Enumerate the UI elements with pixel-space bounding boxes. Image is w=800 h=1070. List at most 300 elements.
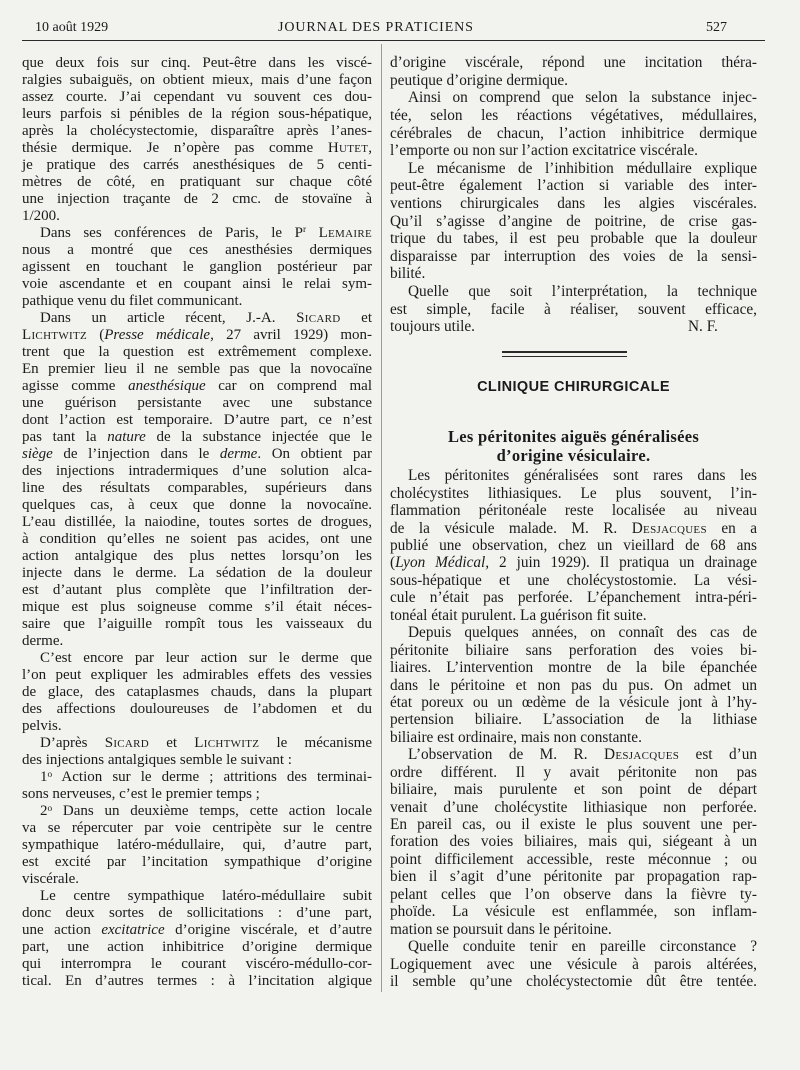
text-line [390,54,757,72]
text-line-content [22,667,372,683]
text-line-content [22,565,372,581]
text-line-content [22,89,372,105]
text-line [22,650,372,667]
text-line [390,921,757,938]
text-run: Le centre sympathique latéro-médullaire subit [40,888,372,905]
text-run: ordre différent. Il y avait péritonite non pas [390,763,757,781]
text-line [390,642,757,659]
text-line [22,837,372,854]
text-run: donc deux sortes de sollicitations : d’une part, [22,905,372,922]
text-run [306,225,319,241]
text-line-content [390,711,757,728]
text-line-content [22,820,372,836]
text-line [22,412,372,429]
styled-text-run: siège [22,445,53,462]
text-line [390,589,757,606]
styled-text-run: Presse médicale, [104,326,214,343]
text-line [22,361,372,378]
text-line [22,225,372,242]
text-line [22,667,372,684]
text-line [390,746,757,763]
styled-text-run: Lyon Médical, [395,554,490,572]
text-line [390,142,757,160]
text-run: En premier lieu il ne semble pas que la novocaïne [22,360,372,377]
text-run: L’eau distillée, la naiodine, toutes sortes de drogues, [22,513,372,530]
text-run: de l’injection dans le [52,445,220,462]
text-line [22,123,372,140]
styled-text-run: nature [107,428,146,445]
text-run: de glace, des cataplasmes chauds, dans la plupart [22,684,372,701]
text-line [22,684,372,701]
text-line-content [22,582,372,598]
text-run: 27 avril 1929) mon- [213,326,372,343]
styled-text-run: anesthésique [128,377,206,394]
text-line [390,125,757,143]
text-run: tonéal était purulent. La guérison fit suite. [390,606,647,624]
text-line [22,786,372,803]
text-line-content [22,633,63,649]
text-line-content [22,327,372,343]
styled-text-run: o [47,804,53,815]
text-line-content [22,395,372,411]
text-run: D’après [40,735,105,752]
text-line-content [390,816,757,833]
text-line [22,259,372,276]
text-line [22,463,372,480]
text-line [22,89,372,106]
text-line-content [408,89,757,106]
text-run: agisse comme [22,377,129,394]
text-line [22,922,372,939]
text-line-content [390,694,757,711]
text-line [22,599,372,616]
text-line [390,781,757,798]
text-run: derme. [22,633,64,650]
text-run: venait d’une cholécystite lithiasique non perforée. [390,798,757,816]
text-run: et [149,735,195,752]
text-line-content [40,769,372,785]
text-line [390,301,757,319]
paragraph [390,746,757,938]
text-line [22,344,372,361]
text-run: Depuis quelques années, on connaît des cas de [408,624,757,642]
text-run: je pratique des carrés anesthésiques de 5 centi- [22,156,372,173]
text-line [22,956,372,973]
text-run: pelant celles que l’on observe dans la fièvre ty- [390,885,757,903]
text-run: Action sur le derme ; attritions des terminai- [52,769,372,786]
text-line-content [390,554,757,571]
text-line-content [390,642,757,659]
text-run: une guérison persistante avec une substance [22,394,372,411]
text-line [390,107,757,125]
text-line-content [390,886,757,903]
text-line [22,803,372,820]
text-line-content [22,157,372,173]
text-line [22,939,372,956]
text-line-content [40,225,372,241]
text-run: est d’autant plus complète que l’infiltration der- [22,581,372,598]
text-line-content [390,833,757,850]
text-line-content [22,871,79,887]
paragraph [390,54,757,89]
text-run: pathique venu du filet communicant. [22,292,243,309]
text-line [390,833,757,850]
text-run: ( [390,554,396,572]
text-line-content [408,938,757,955]
text-run: sympathique latéro-médullaire, qui, d’autre part, [22,837,372,854]
text-run: des affections douloureuses de l’abdomen et du [22,701,372,718]
text-line [22,310,372,327]
text-run: d’origine viscérale, répond une incitation théra- [390,54,757,72]
text-run: cholécystites lithiasiques. Le plus souvent, l’in- [390,484,757,502]
text-line [390,537,757,554]
text-line [22,242,372,259]
text-line-content [22,939,372,955]
text-line-content [22,174,372,190]
text-run: d’origine viscérale, et d’autre [164,922,372,939]
text-line-content [390,195,757,212]
paragraph [390,938,757,990]
text-run: le mécanisme [259,735,373,752]
text-run: thésie dermique. Je n’opère pas comme [22,139,328,156]
text-line-content [22,701,372,717]
paragraph [390,160,757,283]
text-run: dans le péritoine et non pas du pus. On admet un [390,676,757,694]
text-run: . On obtient par [257,445,372,462]
text-line [390,659,757,676]
author-signature: N. F. [688,318,718,336]
left-column [22,55,372,991]
text-run: Dans un article récent, J.-A. [40,309,297,326]
text-run: l’emporte ou non sur l’action excitatrice viscérale. [390,142,698,160]
text-run: que deux fois sur cinq. Peut-être dans les viscé- [22,54,372,71]
text-line-content [22,616,372,632]
text-line-content [408,624,757,641]
text-run: Le mécanisme de l’inhibition médullaire explique [408,159,757,177]
text-line [22,769,372,786]
text-line-content [22,463,372,479]
text-run: assez courte. J’ai cependant vu souvent ces dou- [22,88,372,105]
text-run: mètres de côté, en pratiquant sur chaque côté [22,173,372,190]
styled-text-run: Desjacques [631,519,707,537]
text-line-content [22,599,372,615]
text-run: dont l’action est temporaire. D’autre part, ce n’est [22,411,372,428]
text-run: biliaire est ordinaire, mais non constante. [390,728,642,746]
text-line [390,868,757,885]
text-run: action antalgique des plus nettes lorsqu’on les [22,547,372,564]
text-line [390,886,757,903]
text-line-content [22,276,372,292]
text-line [390,485,757,502]
text-run: après la cholécystectomie, disparaître après l’anes- [22,122,372,139]
styled-text-run: Hutet [327,139,369,156]
text-line [390,160,757,178]
styled-text-run: Desjacques [603,746,680,764]
text-line-content [22,514,372,530]
text-line [22,327,372,344]
text-line [390,283,757,301]
paragraph [22,55,372,225]
text-line [22,429,372,446]
styled-text-run: excitatrice [101,922,165,939]
text-line [390,973,757,990]
text-line [22,633,372,650]
text-line-content [390,537,757,554]
text-run: des injections intradermiques d’une solution alca- [22,462,372,479]
text-line-content [22,497,372,513]
ornament-rule-bottom [502,356,627,357]
text-line [390,265,757,283]
text-run: 1 [40,769,48,786]
text-line [390,248,757,266]
text-run: peut-être également l’action si variable des inter- [390,177,757,195]
text-run: est simple, facile à réaliser, souvent efficace, [390,300,757,318]
text-run: C’est encore par leur action sur le derme que [40,650,372,667]
text-run: l’on peut expliquer les admirables effets des vessies [22,667,372,684]
text-run: flammation péritonéale reste localisée au niveau [390,502,757,520]
text-line-content [390,973,757,990]
text-line [22,973,372,990]
text-line [390,89,757,107]
styled-text-run: Lichtwitz [194,735,260,752]
text-line-content [390,142,698,159]
text-run: il semble qu’une cholécystectomie dût être tentée. [390,972,757,990]
text-line-content [22,548,372,564]
text-run: sous-hépatique et une cholécystostomie. La vési- [390,571,757,589]
text-line-content [22,106,372,122]
text-line [22,157,372,174]
text-line [22,616,372,633]
text-line-content [22,361,372,377]
text-run: , [368,139,372,156]
text-line [22,701,372,718]
text-run: toujours utile. [390,318,475,336]
text-run: injecte dans le derme. La sédation de la douleur [22,564,372,581]
text-line-content [22,973,372,989]
column-rule [381,44,382,992]
text-line [390,956,757,973]
paragraph [22,888,372,990]
text-line-content [390,318,475,335]
text-line-content [22,531,372,547]
text-line [22,752,372,769]
text-line-content [22,480,372,496]
text-line [22,548,372,565]
text-line-content [390,677,757,694]
text-run: pelvis. [22,718,62,735]
text-line [390,554,757,571]
text-line-content [390,572,757,589]
text-line [22,72,372,89]
text-line [22,735,372,752]
text-run: leurs parfois si pénibles de la région sous-hépatique, [22,105,372,122]
text-line [22,395,372,412]
text-line [390,520,757,537]
text-run: à condition qu’elles ne soient pas acides, ont une [22,530,372,547]
text-run: point difficilement accessible, reste méconnue ; ou [390,850,757,868]
right-column-bottom [390,467,757,990]
text-line [390,938,757,955]
text-run: Dans un deuxième temps, cette action locale [52,803,372,820]
text-line-content [390,485,757,502]
text-line-content [390,248,757,265]
text-run: Quelle que soit l’interprétation, la technique [408,282,757,300]
text-run: ventions chirurgicales dans les algies viscérales. [390,194,757,212]
styled-text-run: derme [219,445,258,462]
text-line-content [40,650,372,666]
text-run: biliaire, mais purulente et son point de départ [390,781,757,799]
text-run: phoïde. La vésicule est enflammée, son inflam- [390,903,757,921]
paragraph [22,650,372,735]
paragraph [390,89,757,159]
text-run: est excité par l’incitation sympathique d’origine [22,854,372,871]
text-line-content [22,242,372,258]
text-line-content [390,607,647,624]
text-run: quelques cas, à ceux que donne la novocaïne. [22,496,372,513]
text-run: une action [22,922,102,939]
text-line-content [390,301,757,318]
styled-text-run: Lemaire [318,224,372,241]
text-line [22,293,372,310]
text-line [22,208,372,225]
text-line-content [390,764,757,781]
text-line [390,764,757,781]
text-line [22,378,372,395]
text-line [390,195,757,213]
text-run: bilité. [390,265,426,283]
text-line [22,531,372,548]
text-line-content [390,107,757,124]
text-line-content [22,684,372,700]
text-run: 2 juin 1929). Il pratiqua un drainage [489,554,757,572]
text-run: des injections antalgiques semble le suivant : [22,752,292,769]
journal-title: JOURNAL DES PRATICIENS [278,20,474,35]
text-line-content [390,230,757,247]
text-line [22,191,372,208]
text-line-content [390,921,612,938]
text-line-content [390,956,757,973]
text-run: en a [706,519,757,537]
paragraph [390,624,757,746]
text-line-content [390,502,757,519]
text-line-content [390,125,757,142]
text-line [22,276,372,293]
text-line-content [390,903,757,920]
text-line-content [408,746,757,763]
text-line [390,677,757,694]
ornament-rule-top [502,351,627,353]
text-line [22,565,372,582]
paragraph [22,803,372,888]
styled-text-run: Sicard [296,309,341,326]
text-run: Qu’il s’agisse d’angine de poitrine, de crise gas- [390,212,757,230]
text-line-content [22,55,372,71]
text-run: foration des voies biliaires, mais qui, siégeant à un [390,833,757,851]
text-run: viscérale. [22,871,80,888]
text-run: Ainsi on comprend que selon la substance injec- [408,89,757,107]
text-line [390,851,757,868]
text-line-content [390,213,757,230]
article-title-line-2: d’origine vésiculaire. [496,446,651,465]
text-line-content [390,72,568,89]
text-run: disparaisse par interruption des voies de la sensi- [390,247,757,265]
text-line-content [390,868,757,885]
text-run: Dans ses conférences de Paris, le P [40,224,303,241]
text-run: cérébrales de chacun, l’action inhibitrice dermique [390,124,757,142]
text-line [390,729,757,746]
text-run: agissent en touchant le ganglion postérieur par [22,258,372,275]
text-line-content [22,905,372,921]
text-line-content [22,446,372,462]
text-line-content [22,123,372,139]
text-run: tée, selon les réactions végétatives, médullaires, [390,106,757,124]
text-line-content [390,520,757,537]
text-run: ( [87,326,105,343]
text-line-content [390,781,757,798]
text-line [390,816,757,833]
text-line-content [22,752,292,768]
text-line [390,502,757,519]
text-run: pertension biliaire. L’association de la lithiase [390,711,757,729]
text-line [390,624,757,641]
text-line-content [40,735,372,751]
text-run: bien il s’agit d’une péritonite par propagation rap- [390,868,757,886]
text-line-content [390,265,425,282]
text-line-content [22,259,372,275]
text-run: peutique d’origine dermique. [390,71,568,89]
text-line-content [408,283,757,300]
text-line [22,718,372,735]
text-line-content [40,888,372,904]
text-line [390,694,757,711]
text-run: mique est plus soigneuse comme s’il était néces- [22,599,372,615]
text-run: voie ascendante et en coupant ainsi le relai sym- [22,275,372,292]
paragraph [22,310,372,650]
styled-text-run: r [302,225,307,236]
text-run: va se répercuter par voie centripète sur le centre [22,820,372,837]
text-line [22,514,372,531]
text-line [22,854,372,871]
styled-text-run: Sicard [104,735,150,752]
text-line-content [390,729,642,746]
text-line [22,820,372,837]
text-line-content [40,310,372,326]
text-line-content [390,659,757,676]
text-line [390,467,757,484]
text-run: part, une action inhibitrice d’origine dermique [22,939,372,956]
text-run: 2 [40,803,48,820]
text-line [22,497,372,514]
text-run: pas tant la [22,428,108,445]
styled-text-run: o [47,769,53,780]
text-line [22,888,372,905]
text-run: trique du tabes, il est peu probable que la douleur [390,230,757,248]
text-line [390,903,757,920]
text-run: de la substance injectée que le [145,428,372,445]
text-line [390,711,757,728]
text-run: une injection traçante de 2 cmc. de stovaïne à [22,190,372,207]
text-line-content [408,160,757,177]
text-line-content [22,837,372,853]
header-rule [22,40,765,41]
text-line-content [22,412,372,428]
text-line-content [408,467,757,484]
text-line [390,607,757,624]
text-line-content [22,191,372,207]
text-run: L’observation de M. R. [408,746,604,764]
right-column-top [390,54,757,336]
text-run: mation se poursuit dans le péritoine. [390,920,612,938]
